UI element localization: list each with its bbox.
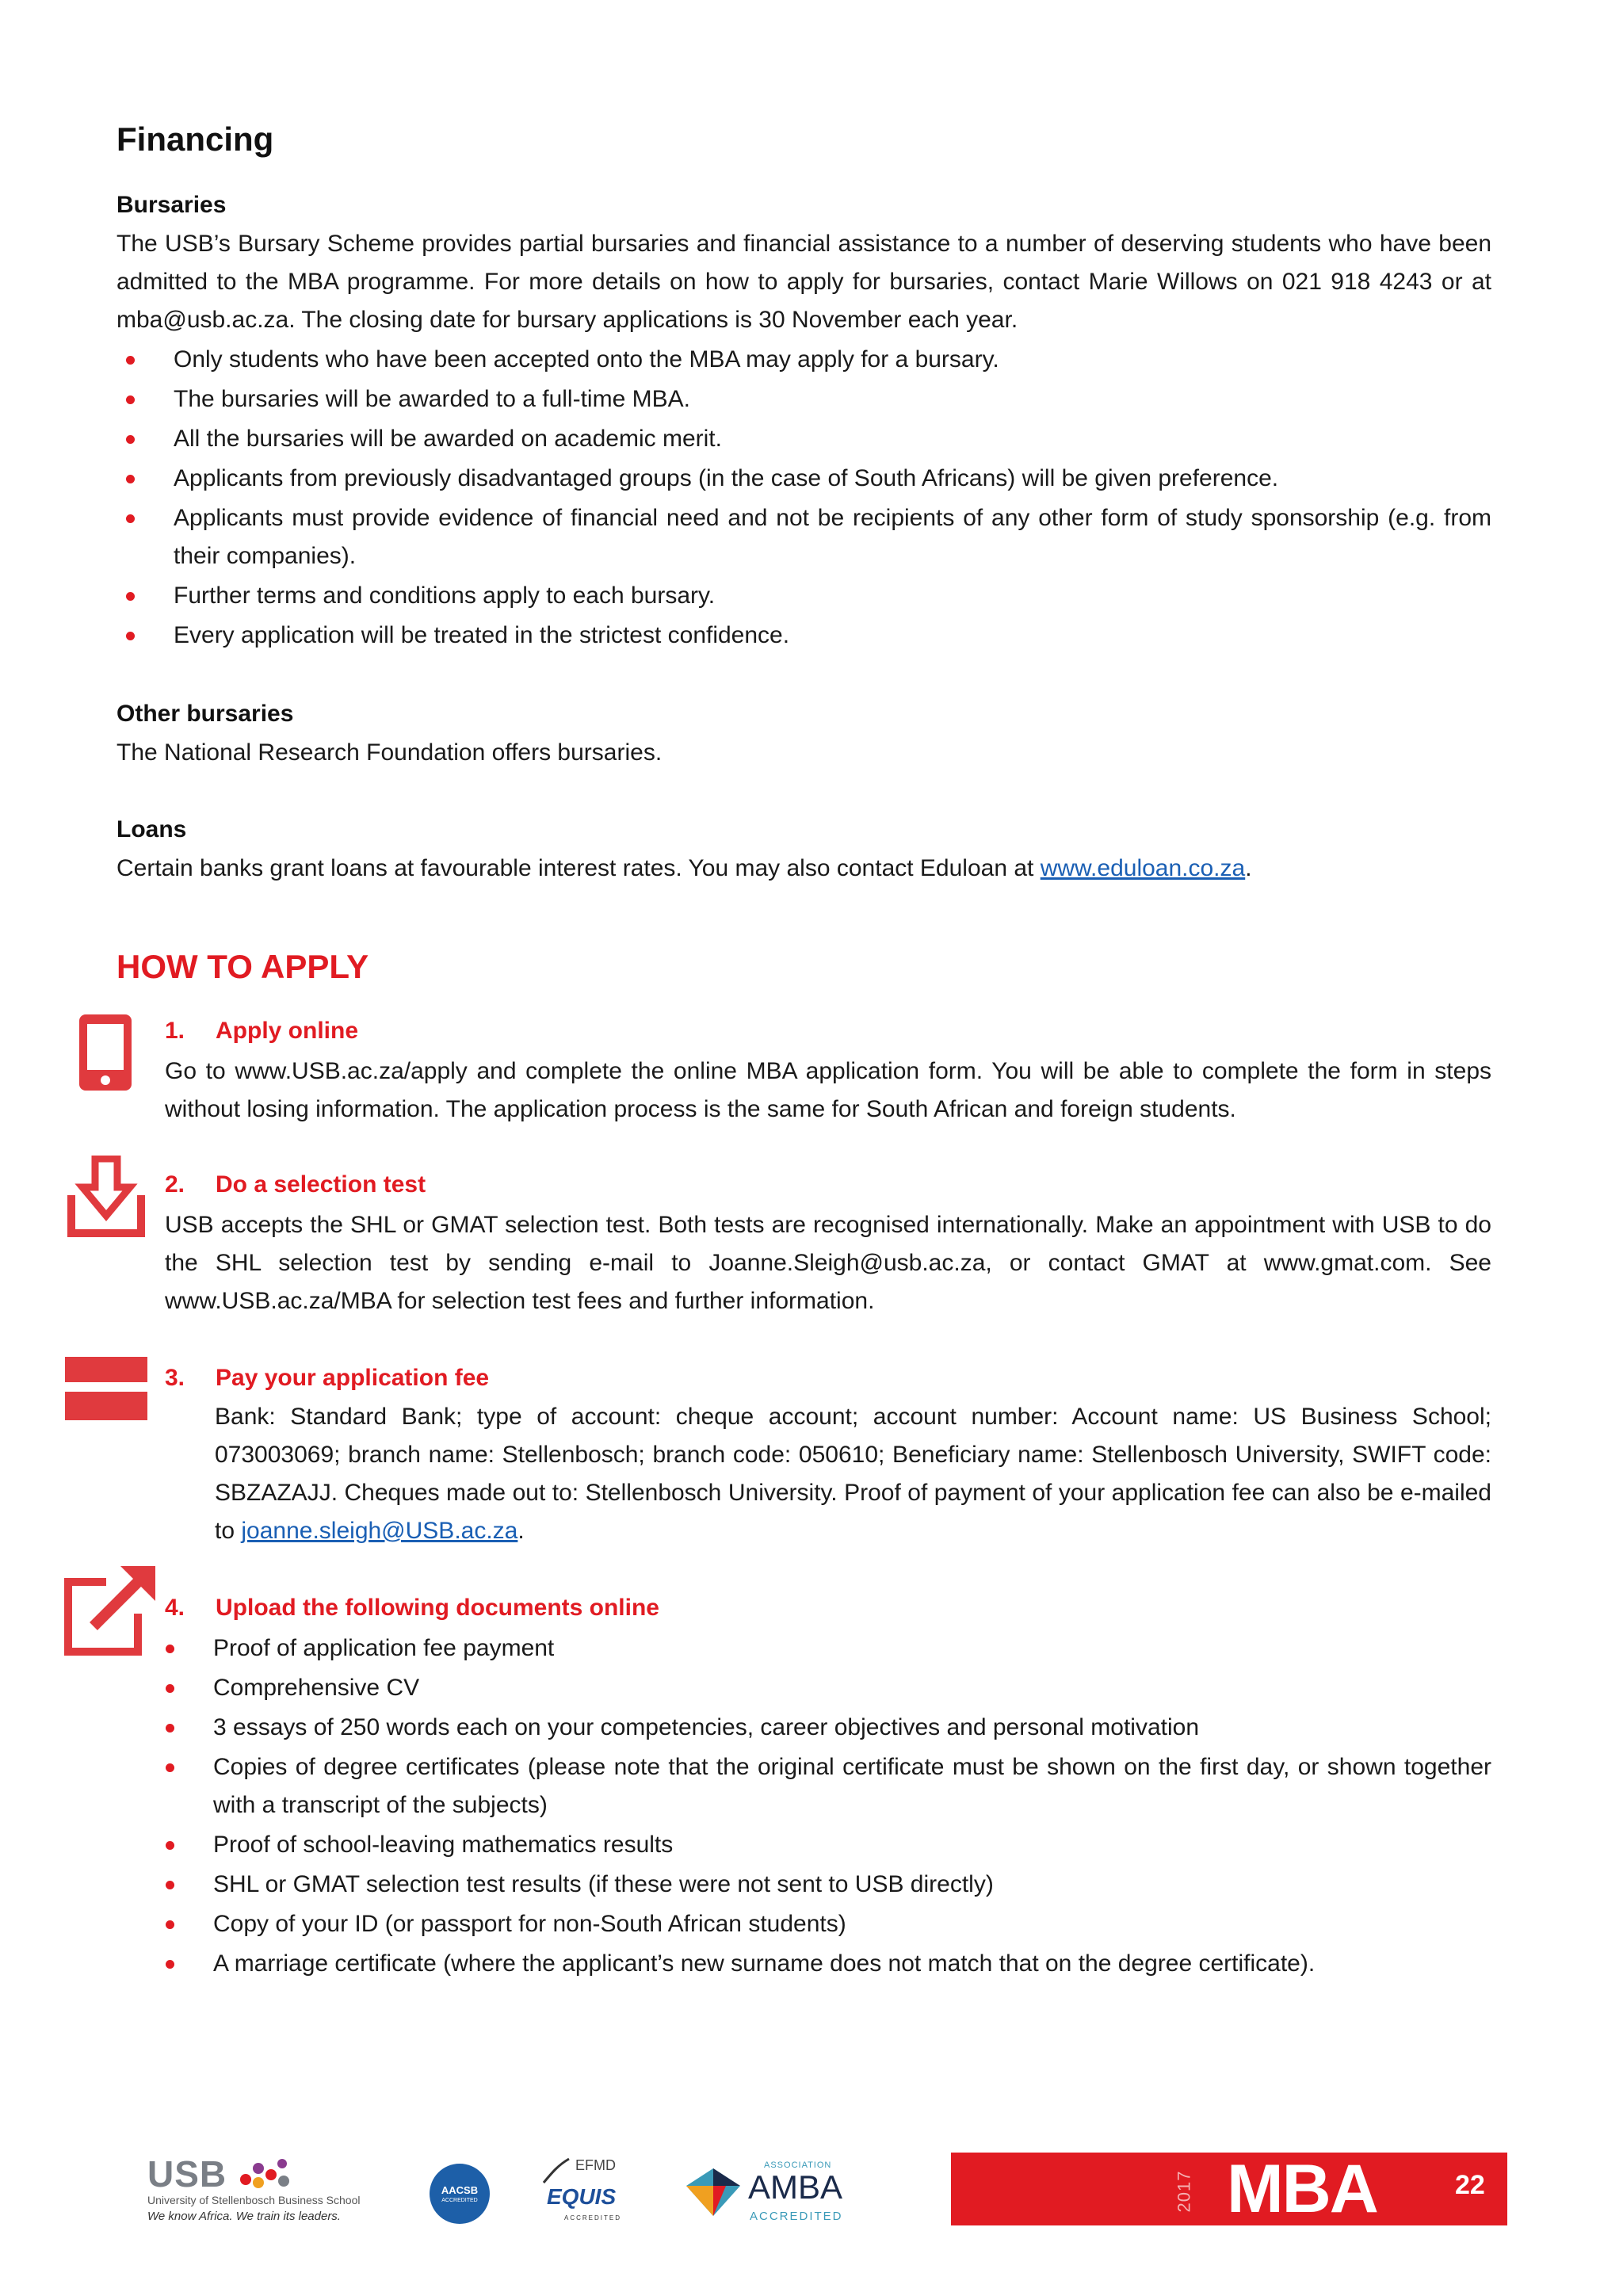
efmd-swoosh-icon: [540, 2157, 572, 2186]
download-icon: [67, 1156, 146, 1238]
list-item: Copy of your ID (or passport for non-South African students): [156, 1905, 1491, 1943]
list-item: Applicants from previously disadvantaged groups (in the case of South Africans) will be given preference.: [116, 460, 1491, 498]
list-item: Proof of application fee payment: [156, 1629, 1491, 1668]
step1-text: Go to www.USB.ac.za/apply and complete the online MBA application form. You will be able to complete the form in steps without losing information. The application process is the same for South African and foreign students.: [165, 1058, 1491, 1122]
list-item: Comprehensive CV: [156, 1669, 1491, 1707]
equis-sub: ACCREDITED: [564, 2214, 622, 2222]
list-item: Proof of school-leaving mathematics results: [156, 1826, 1491, 1864]
amba-text: AMBA: [748, 2168, 843, 2206]
amba-sub: ACCREDITED: [750, 2210, 843, 2223]
efmd-text: EFMD: [575, 2157, 616, 2173]
list-item: All the bursaries will be awarded on academic merit.: [116, 420, 1491, 458]
loans-paragraph: [116, 850, 1491, 888]
list-item: Every application will be treated in the strictest confidence.: [116, 617, 1491, 655]
list-item: Copies of degree certificates (please note that the original certificate must be shown on the first day, or shown together with a transcript of the subjects): [156, 1748, 1491, 1824]
list-item: Further terms and conditions apply to each bursary.: [116, 577, 1491, 615]
list-item: A marriage certificate (where the applicant’s new surname does not match that on the degree certificate).: [156, 1945, 1491, 1983]
bursary-rules-list: [116, 341, 1491, 656]
step3-text-end: .: [517, 1518, 525, 1544]
financing-title: Financing: [116, 120, 274, 158]
step2-text: USB accepts the SHL or GMAT selection test. Both tests are recognised internationally. Make an appointment with USB to do the SHL selection test by sending e-mail to Joanne.Sleigh@usb.ac.za, or contact GMAT at www.gmat.com. See www.USB.ac.za/MBA for selection test fees and further information.: [165, 1212, 1491, 1314]
amba-logo: [685, 2160, 859, 2229]
step2-number: 2.: [165, 1171, 185, 1198]
bursaries-paragraph: The USB’s Bursary Scheme provides partial bursaries and financial assistance to a number of deserving students who have been admitted to the MBA programme. For more details on how to apply for bursaries, contact Marie Willows on 021 918 4243 or at mba@usb.ac.za. The closing date for bursary applications is 30 November each year.: [116, 231, 1491, 333]
list-item: Only students who have been accepted onto the MBA may apply for a bursary.: [116, 341, 1491, 379]
usb-tagline: We know Africa. We train its leaders.: [147, 2210, 341, 2223]
how-to-apply-title: HOW TO APPLY: [116, 948, 369, 985]
loans-end: .: [1245, 855, 1252, 881]
page-number: 22: [1455, 2170, 1485, 2200]
upload-share-icon: [63, 1561, 158, 1656]
amba-diamond-icon: [685, 2167, 742, 2218]
step4-title: [165, 1595, 659, 1622]
list-item: The bursaries will be awarded to a full-time MBA.: [116, 380, 1491, 418]
aacsb-badge: [430, 2164, 490, 2224]
footer-year-text: 2017: [1174, 2170, 1194, 2213]
other-bursaries-text: The National Research Foundation offers bursaries.: [116, 739, 663, 766]
step4-number: 4.: [165, 1595, 185, 1621]
step2-title-text: Do a selection test: [216, 1171, 426, 1198]
step3-text: [215, 1398, 1491, 1550]
usb-dots-icon: [238, 2156, 293, 2191]
step3-title: [165, 1365, 489, 1392]
usb-logo-text: USB: [147, 2153, 227, 2195]
list-item: 3 essays of 250 words each on your competencies, career objectives and personal motivation: [156, 1709, 1491, 1747]
payment-card-icon: [65, 1357, 147, 1420]
step3-title-text: Pay your application fee: [216, 1365, 490, 1391]
list-item: Applicants must provide evidence of financial need and not be recipients of any other form of study sponsorship (e.g. from their companies).: [116, 499, 1491, 575]
footer-year: [1174, 2157, 1211, 2224]
loans-text: Certain banks grant loans at favourable interest rates. You may also contact Eduloan at: [116, 855, 1034, 881]
usb-logo: [147, 2153, 385, 2229]
step2-title: [165, 1171, 426, 1198]
amba-association: ASSOCIATION: [764, 2160, 832, 2170]
equis-logo: [540, 2154, 643, 2229]
step1-title-text: Apply online: [216, 1018, 358, 1044]
equis-text: EQUIS: [547, 2184, 617, 2209]
step4-title-text: Upload the following documents online: [216, 1595, 659, 1621]
mobile-phone-icon: [76, 1013, 135, 1092]
other-bursaries-heading: Other bursaries: [116, 701, 294, 727]
documents-list: [156, 1629, 1491, 1985]
step1-title: [165, 1018, 358, 1045]
step3-text-body: Bank: Standard Bank; type of account: cheque account; account number: Account name: US Business School; 073003069; branch name: Stellenbosch; branch code: 050610; Beneficiary name: Stellenbosch University, SWIFT code: SBZAZAJJ. Cheques made out to: Stellenbosch University. Proof of payment of your application fee can also be e-mailed to: [215, 1404, 1491, 1544]
eduloan-link[interactable]: www.eduloan.co.za: [1040, 855, 1246, 881]
aacsb-text: AACSB: [441, 2184, 479, 2196]
bursaries-heading: Bursaries: [116, 192, 227, 218]
footer-mba-text: MBA: [1227, 2151, 1377, 2227]
step1-number: 1.: [165, 1018, 185, 1044]
step3-number: 3.: [165, 1365, 185, 1391]
joanne-email-link[interactable]: joanne.sleigh@USB.ac.za: [241, 1518, 518, 1544]
aacsb-sub: ACCREDITED: [441, 2198, 478, 2203]
usb-full-name: University of Stellenbosch Business School: [147, 2194, 361, 2206]
list-item: SHL or GMAT selection test results (if these were not sent to USB directly): [156, 1866, 1491, 1904]
loans-heading: Loans: [116, 816, 187, 842]
